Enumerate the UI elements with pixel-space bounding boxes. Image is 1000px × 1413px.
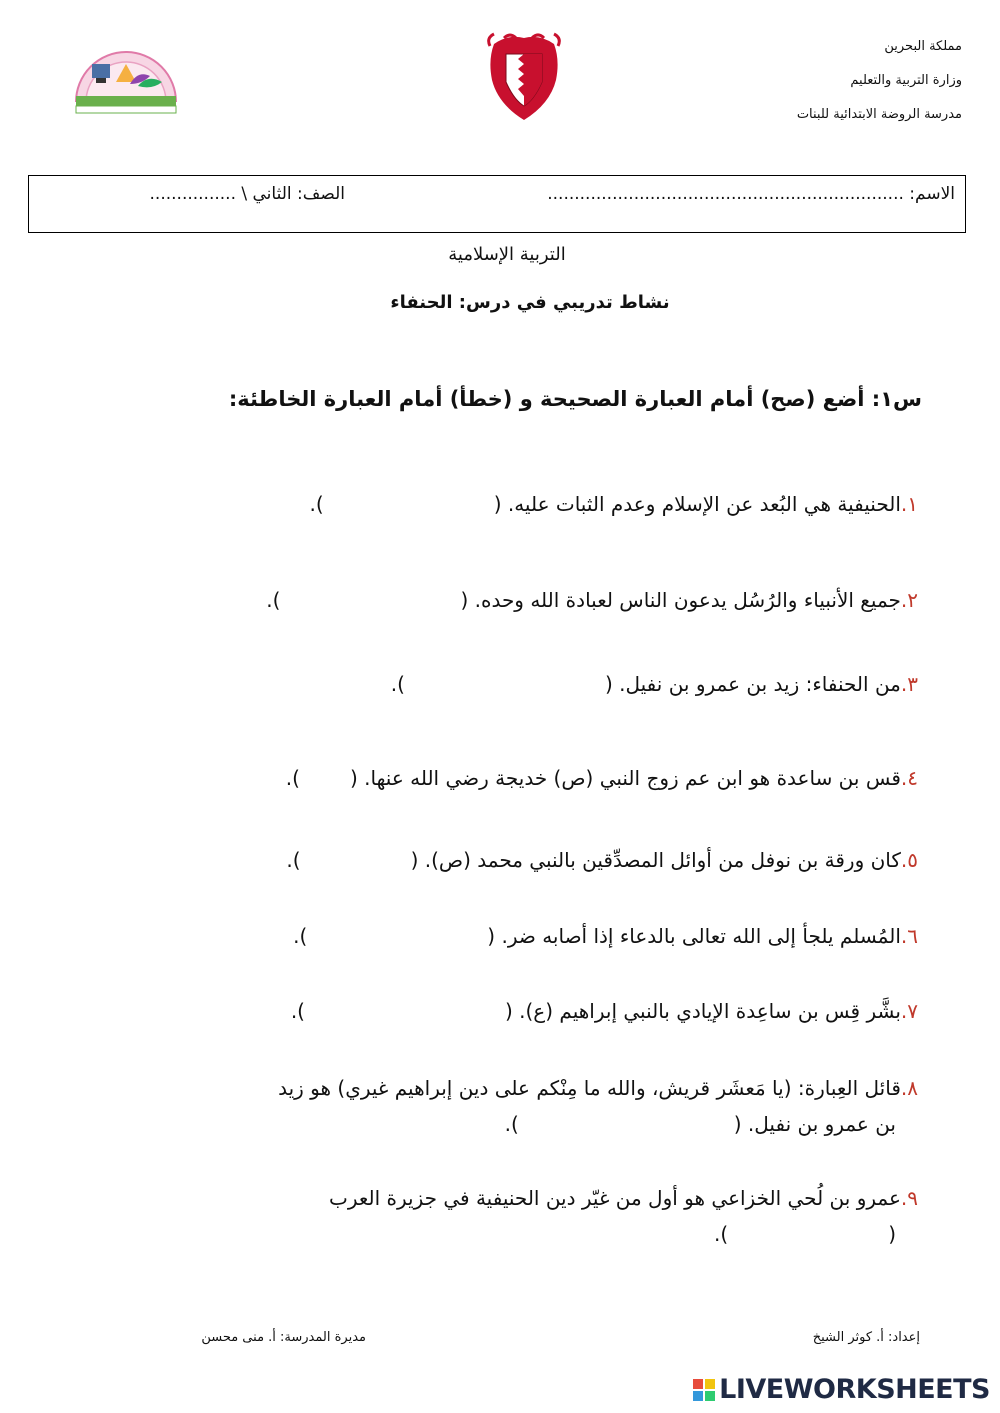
item-text: الحنيفية هي البُعد عن الإسلام وعدم الثبات عليه. ( [493,492,901,516]
question-item-7: ٧.بشَّر قِس بن ساعِدة الإيادي بالنبي إبراهيم (ع). (). [290,999,918,1023]
student-class-field[interactable]: الصف: الثاني \ ................ [149,184,345,204]
question-item-2: ٢.جميع الأنبياء والرُسُل يدعون الناس لعبادة الله وحده. (). [266,588,918,612]
liveworksheets-logo-icon [693,1379,715,1401]
header-school: مدرسة الروضة الابتدائية للبنات [796,107,962,122]
prepared-by: إعداد: أ. كوثر الشيخ [812,1330,920,1345]
header-country: مملكة البحرين [884,39,962,54]
item-number: ٢. [900,588,918,612]
item-number: ٦. [900,924,918,948]
item-number: ٧. [900,999,918,1023]
principal-name: مديرة المدرسة: أ. منى محسن [201,1330,366,1345]
item-text: من الحنفاء: زيد بن عمرو بن نفيل. ( [604,672,901,696]
item-number: ٤. [900,766,918,790]
question-item-5: ٥.كان ورقة بن نوفل من أوائل المصدِّقين بالنبي محمد (ص). (). [286,848,918,872]
school-logo [72,34,180,114]
item-text: المُسلم يلجأ إلى الله تعالى بالدعاء إذا أصابه ضر. ( [487,924,901,948]
item-text-cont: ( [888,1222,896,1246]
item-text: قائل العِبارة: (يا مَعشَر قريش، والله ما مِنْكم على دين إبراهيم غيري) هو زيد [278,1076,901,1100]
item-number: ٣. [900,672,918,696]
item-text: بشَّر قِس بن ساعِدة الإيادي بالنبي إبراهيم (ع). ( [504,999,901,1023]
item-number: ٩. [900,1186,918,1210]
question-heading: س١: أضع (صح) أمام العبارة الصحيحة و (خطأ) أمام العبارة الخاطئة: [228,387,922,411]
student-name-field[interactable]: الاسم: .................................................................. [547,184,955,204]
lesson-title: نشاط تدريبي في درس: الحنفاء [390,292,670,313]
item-text-cont: بن عمرو بن نفيل. ( [733,1112,896,1136]
item-text: كان ورقة بن نوفل من أوائل المصدِّقين بالنبي محمد (ص). ( [410,848,901,872]
item-number: ١. [900,492,918,516]
question-item-9: ٩.عمرو بن لُحي الخزاعي هو أول من غيّر دين الحنيفية في جزيرة العرب (). [329,1180,918,1252]
item-number: ٨. [900,1076,918,1100]
question-item-6: ٦.المُسلم يلجأ إلى الله تعالى بالدعاء إذا أصابه ضر. (). [293,924,918,948]
student-info-box [28,175,966,233]
question-item-3: ٣.من الحنفاء: زيد بن عمرو بن نفيل. (). [390,672,918,696]
header-ministry: وزارة التربية والتعليم [850,73,962,88]
question-item-1: ١.الحنيفية هي البُعد عن الإسلام وعدم الثبات عليه. (). [309,492,918,516]
item-text: جميع الأنبياء والرُسُل يدعون الناس لعبادة الله وحده. ( [460,588,901,612]
question-item-4: ٤.قس بن ساعدة هو ابن عم زوج النبي (ص) خديجة رضي الله عنها. (). [285,766,918,790]
liveworksheets-brand [693,1374,990,1406]
question-item-8: ٨.قائل العِبارة: (يا مَعشَر قريش، والله ما مِنْكم على دين إبراهيم غيري) هو زيد بن عمرو بن نفيل. (). [160,1070,918,1142]
item-text: عمرو بن لُحي الخزاعي هو أول من غيّر دين الحنيفية في جزيرة العرب [329,1186,901,1210]
item-text: قس بن ساعدة هو ابن عم زوج النبي (ص) خديجة رضي الله عنها. ( [349,766,901,790]
brand-text: LIVEWORKSHEETS [719,1374,990,1405]
subject-title: التربية الإسلامية [448,244,566,265]
bahrain-emblem [484,30,564,124]
item-number: ٥. [900,848,918,872]
